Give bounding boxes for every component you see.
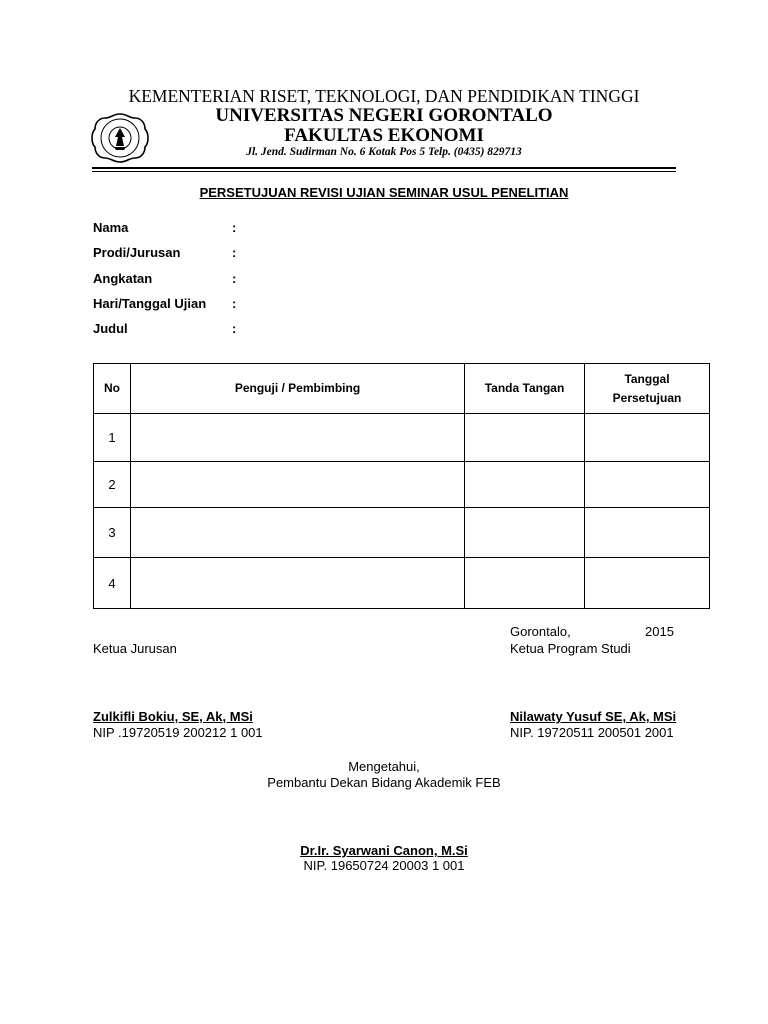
examiner-cell[interactable] (131, 462, 465, 508)
right-signer-nip: NIP. 19720511 200501 2001 (510, 725, 674, 740)
field-value-prodi: : (232, 245, 237, 260)
university-name: UNIVERSITAS NEGERI GORONTALO (215, 105, 553, 126)
signing-year: 2015 (645, 624, 674, 639)
signing-place: Gorontalo, (510, 624, 571, 639)
date-cell[interactable] (585, 462, 710, 508)
left-signer-role: Ketua Jurusan (93, 641, 177, 656)
faculty-name: FAKULTAS EKONOMI (284, 125, 484, 146)
date-cell[interactable] (585, 558, 710, 609)
field-label-angkatan: Angkatan (93, 271, 153, 286)
header-approval-date (585, 364, 710, 414)
header-signature: Tanda Tangan (465, 364, 585, 414)
row-number: 4 (94, 558, 131, 609)
field-value-judul: : (232, 321, 237, 336)
field-label-judul: Judul (93, 321, 128, 336)
acknowledged-role: Pembantu Dekan Bidang Akademik FEB (267, 775, 501, 790)
field-value-angkatan: : (232, 271, 237, 286)
examiner-cell[interactable] (131, 414, 465, 462)
document-title-text: PERSETUJUAN REVISI UJIAN SEMINAR USUL PENELITIAN (199, 185, 569, 200)
header-date-line1: Tanggal (624, 371, 670, 386)
field-label-nama: Nama (93, 220, 129, 235)
header-examiner: Penguji / Pembimbing (131, 364, 465, 414)
table-row (94, 508, 710, 558)
acknowledged-nip: NIP. 19650724 20003 1 001 (303, 858, 465, 873)
field-value-tanggal-ujian: : (232, 296, 237, 311)
header-date-line2: Persetujuan (612, 390, 682, 405)
date-cell[interactable] (585, 414, 710, 462)
date-cell[interactable] (585, 508, 710, 558)
signature-cell[interactable] (465, 462, 585, 508)
document-title (92, 185, 676, 200)
signature-cell[interactable] (465, 508, 585, 558)
examiner-cell[interactable] (131, 558, 465, 609)
table-row (94, 558, 710, 609)
signature-cell[interactable] (465, 558, 585, 609)
right-signer-role: Ketua Program Studi (510, 641, 631, 656)
table-row (94, 414, 710, 462)
faculty-address: Jl. Jend. Sudirman No. 6 Kotak Pos 5 Telp. (0435) 829713 (246, 146, 522, 158)
left-signer-name: Zulkifli Bokiu, SE, Ak, MSi (93, 709, 253, 724)
letterhead-divider-thin (92, 171, 676, 172)
acknowledged-heading: Mengetahui, (348, 759, 420, 774)
examiner-cell[interactable] (131, 508, 465, 558)
row-number: 2 (94, 462, 131, 508)
field-value-nama: : (232, 220, 237, 235)
row-number: 1 (94, 414, 131, 462)
row-number: 3 (94, 508, 131, 558)
letterhead-divider (92, 167, 676, 169)
right-signer-name: Nilawaty Yusuf SE, Ak, MSi (510, 709, 677, 724)
signature-cell[interactable] (465, 414, 585, 462)
table-header-row (94, 364, 710, 414)
field-label-tanggal-ujian: Hari/Tanggal Ujian (93, 296, 207, 311)
header-no: No (94, 364, 131, 414)
table-row (94, 462, 710, 508)
acknowledged-name: Dr.Ir. Syarwani Canon, M.Si (300, 843, 468, 858)
left-signer-nip: NIP .19720519 200212 1 001 (93, 725, 263, 740)
ministry-name: KEMENTERIAN RISET, TEKNOLOGI, DAN PENDIDIKAN TINGGI (128, 86, 640, 106)
approval-table (93, 363, 710, 609)
field-label-prodi: Prodi/Jurusan (93, 245, 181, 260)
